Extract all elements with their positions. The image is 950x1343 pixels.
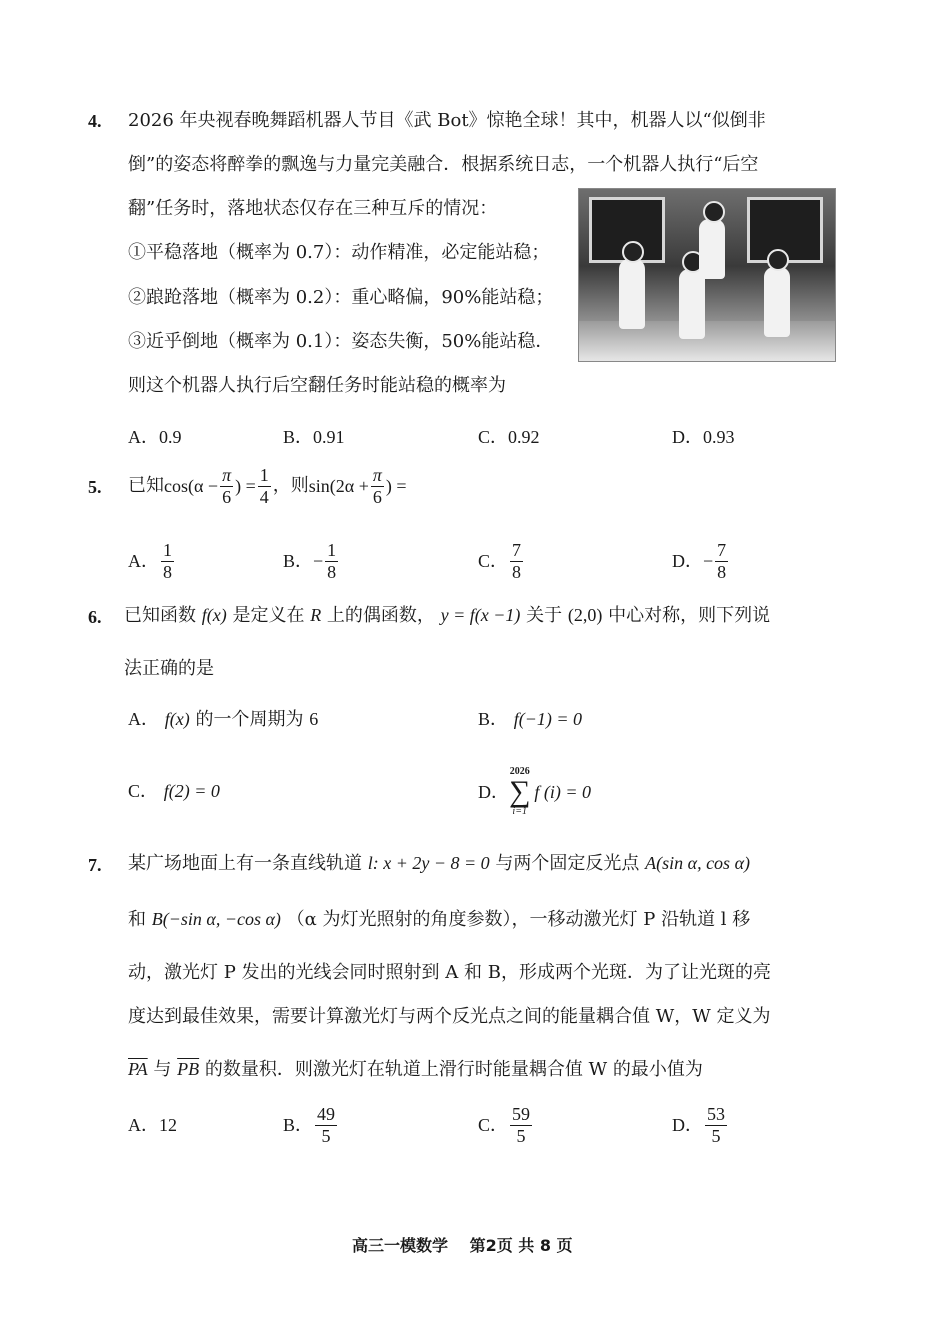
numerator: 53 (707, 1103, 725, 1124)
photo-robot-head (622, 241, 644, 263)
option-value: 6 (309, 709, 319, 729)
q7-text: 和 (128, 909, 146, 930)
denominator: 8 (512, 561, 522, 582)
q7-line3: 动，激光灯 P 发出的光线会同时照射到 A 和 B，形成两个光斑．为了让光斑的亮 (128, 962, 771, 983)
q6-R: R (310, 605, 322, 625)
q6-expr: y = f(x −1) (440, 605, 521, 625)
sigma-icon: ∑ (509, 775, 531, 808)
option-letter: C． (478, 551, 509, 571)
denominator: 5 (321, 1125, 331, 1146)
option-expr: f(−1) = 0 (513, 709, 583, 729)
option-letter: A． (128, 551, 159, 571)
photo-robot-head (767, 249, 789, 271)
option-value: 12 (159, 1115, 177, 1135)
q5-option-b (283, 536, 340, 586)
photo-robot (764, 267, 790, 337)
q7-text: 某广场地面上有一条直线轨道 (128, 853, 362, 874)
q6-text: 是定义在 (232, 605, 305, 626)
option-letter: B． (283, 551, 314, 571)
denominator: 8 (163, 561, 172, 582)
q5-eq: ) = (235, 476, 256, 496)
q7-option-a (128, 1100, 177, 1150)
sum-upper-limit: 2026 (509, 766, 530, 777)
q6-option-a (128, 710, 318, 729)
option-fraction (325, 541, 338, 582)
page-footer: 高三一模数学 第2页 共 8 页 (352, 1236, 573, 1255)
q4-line4: 则这个机器人执行后空翻任务时能站稳的概率为 (128, 375, 506, 396)
denominator: 5 (516, 1125, 526, 1146)
option-letter: D． (672, 1115, 703, 1135)
vector-pb: $\overline{PB}$ (177, 1059, 200, 1079)
option-fraction (161, 541, 174, 582)
q4-number: 4. (88, 111, 102, 131)
option-letter: B． (478, 709, 509, 729)
q5-pi-over-6-b (371, 466, 384, 507)
robot-dance-photo (578, 188, 836, 362)
q7-line-equation: l: x + 2y − 8 = 0 (367, 853, 490, 873)
q4-line2: 倒”的姿态将醉拳的飘逸与力量完美融合．根据系统日志，一个机器人执行“后空 (128, 154, 759, 175)
option-fraction (715, 541, 728, 582)
q7-line5 (128, 1060, 703, 1079)
summation-symbol (509, 767, 530, 817)
q7-text: 与两个固定反光点 (495, 853, 640, 874)
q5-six: 6 (222, 486, 232, 507)
q5-one-fourth (258, 466, 271, 507)
q5-four: 4 (259, 486, 269, 507)
q5-cos-fn: cos(α − (164, 476, 219, 496)
q5-then: ，则 (272, 475, 309, 496)
q6-option-c (128, 782, 220, 801)
option-letter: A． (128, 709, 159, 729)
q7-point-a: A(sin α, cos α) (645, 853, 751, 873)
option-letter: D． (478, 782, 509, 802)
q7-text: 的数量积．则激光灯在轨道上滑行时能量耦合值 W 的最小值为 (204, 1059, 703, 1080)
numerator: 1 (163, 539, 172, 560)
q6-text: 已知函数 (124, 605, 196, 626)
option-letter: B． (283, 1115, 314, 1135)
option-expr: f(x) (164, 709, 190, 729)
option-text: 的一个周期为 (195, 709, 304, 730)
option-expr: f (i) = 0 (534, 782, 592, 802)
numerator: 59 (512, 1103, 531, 1124)
q6-line1 (124, 606, 770, 625)
q7-option-d (672, 1100, 729, 1150)
q6-text: 关于 (526, 605, 563, 626)
q5-six: 6 (372, 486, 382, 507)
q4-case1: ①平稳落地（概率为 0.7）：动作精准，必定能站稳； (128, 242, 550, 263)
numerator: 7 (512, 539, 522, 560)
photo-robot (619, 259, 645, 329)
q7-line4: 度达到最佳效果，需要计算激光灯与两个反光点之间的能量耦合值 W，W 定义为 (128, 1006, 771, 1027)
q5-pi: π (222, 464, 232, 485)
q6-option-d (478, 762, 591, 822)
q5-tail: ) = (385, 476, 407, 496)
q5-pi-over-6 (220, 466, 233, 507)
photo-floor (579, 321, 835, 361)
q4-case3: ③近乎倒地（概率为 0.1）：姿态失衡，50%能站稳． (128, 331, 554, 352)
q5-pi: π (372, 464, 382, 485)
q7-text: 与 (153, 1059, 172, 1080)
option-letter: D． (672, 551, 703, 571)
q5-option-d (672, 536, 730, 586)
option-letter: C． (478, 1115, 509, 1135)
q7-text: （α 为灯光照射的角度参数），一移动激光灯 P 沿轨道 l 移 (286, 909, 751, 930)
q6-text: 上的偶函数， (326, 605, 435, 626)
q7-option-b (283, 1100, 339, 1150)
numerator: 49 (317, 1103, 336, 1124)
q4-option-c: C．0.92 (478, 427, 540, 447)
q6-option-b (478, 710, 582, 729)
q6-number: 6. (88, 607, 102, 627)
q5-option-c (478, 536, 525, 586)
q7-line1 (128, 854, 750, 873)
q5-option-a (128, 536, 176, 586)
q5-stem (128, 462, 407, 510)
q4-option-d: D．0.93 (672, 427, 735, 447)
denominator: 8 (717, 561, 727, 582)
q5-number: 5. (88, 477, 102, 497)
numerator: 1 (327, 539, 337, 560)
option-sign: − (313, 551, 324, 571)
option-expr: f(2) = 0 (163, 781, 220, 801)
q4-case2: ②踉跄落地（概率为 0.2）：重心略偏，90%能站稳； (128, 287, 554, 308)
vector-pa: $\overline{PA}$ (128, 1059, 148, 1079)
q6-line2: 法正确的是 (124, 658, 214, 679)
q5-sin-fn: sin(2α + (308, 476, 369, 496)
q5-prefix: 已知 (128, 475, 164, 496)
photo-robot-head (703, 201, 725, 223)
photo-robot (679, 269, 705, 339)
q4-line3: 翻”任务时，落地状态仅存在三种互斥的情况： (128, 198, 498, 219)
option-fraction (510, 541, 523, 582)
numerator: 7 (717, 539, 727, 560)
option-fraction (510, 1105, 532, 1146)
q7-option-c (478, 1100, 534, 1150)
option-letter: A． (128, 1115, 159, 1135)
q6-point: (2,0) (567, 605, 603, 625)
q6-fx: f(x) (201, 605, 227, 625)
q4-option-b: B．0.91 (283, 427, 345, 447)
q6-text: 中心对称，则下列说 (608, 605, 771, 626)
option-fraction (705, 1105, 727, 1146)
option-fraction (315, 1105, 337, 1146)
q7-number: 7. (88, 855, 102, 875)
q7-point-b: B(−sin α, −cos α) (151, 909, 281, 929)
sum-lower-limit: i=1 (512, 806, 527, 817)
denominator: 8 (327, 561, 337, 582)
photo-robot (699, 219, 725, 279)
q5-one: 1 (259, 464, 269, 485)
option-sign: − (703, 551, 714, 571)
q7-line2 (128, 910, 750, 929)
q4-option-a: A．0.9 (128, 427, 182, 447)
denominator: 5 (711, 1125, 721, 1146)
option-letter: C． (128, 781, 159, 801)
q4-line1: 2026 年央视春晚舞蹈机器人节目《武 Bot》惊艳全球！其中，机器人以“似倒非 (128, 110, 766, 131)
